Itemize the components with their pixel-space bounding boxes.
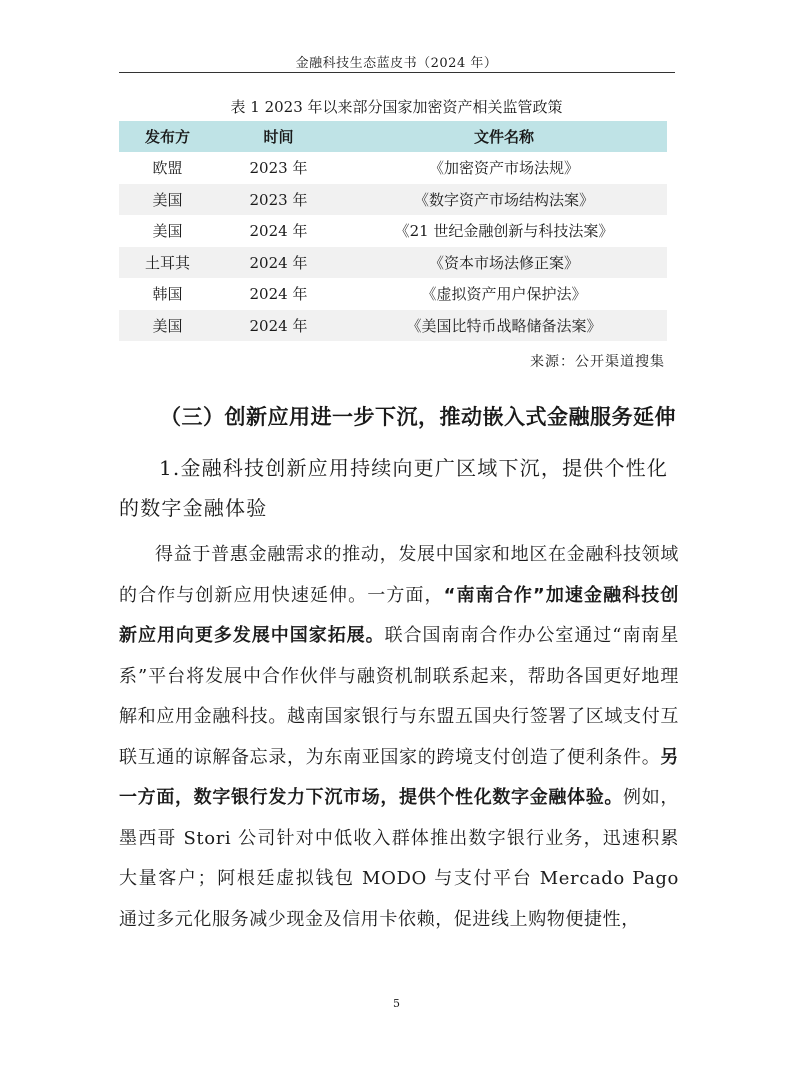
cell-time: 2024 年 bbox=[216, 310, 341, 342]
sub-heading-line-2: 的数字金融体验 bbox=[119, 496, 268, 520]
header-divider bbox=[119, 72, 675, 73]
page-number: 5 bbox=[393, 997, 400, 1010]
policy-table bbox=[119, 121, 667, 341]
body-bold-segment: “南南合作”加速金融科技创新应用向更多发展中国家拓展。 bbox=[119, 584, 679, 646]
table-header-row bbox=[119, 121, 667, 152]
header-cell-time: 时间 bbox=[216, 121, 341, 152]
body-paragraph bbox=[119, 535, 679, 940]
cell-time: 2023 年 bbox=[216, 152, 341, 184]
cell-issuer: 美国 bbox=[119, 310, 216, 342]
table-row bbox=[119, 215, 667, 247]
cell-document: 《数字资产市场结构法案》 bbox=[341, 184, 667, 216]
table-row bbox=[119, 184, 667, 216]
body-bold-segment: 另一方面，数字银行发力下沉市场，提供个性化数字金融体验。 bbox=[119, 746, 679, 808]
cell-document: 《加密资产市场法规》 bbox=[341, 152, 667, 184]
table-row bbox=[119, 152, 667, 184]
table-row bbox=[119, 247, 667, 279]
table-row bbox=[119, 278, 667, 310]
cell-time: 2024 年 bbox=[216, 278, 341, 310]
cell-time: 2023 年 bbox=[216, 184, 341, 216]
sub-heading bbox=[119, 448, 679, 528]
header-cell-document: 文件名称 bbox=[341, 121, 667, 152]
cell-document: 《美国比特币战略储备法案》 bbox=[341, 310, 667, 342]
cell-document: 《虚拟资产用户保护法》 bbox=[341, 278, 667, 310]
body-text-segment: 联合国南南合作办公室通过“南南星系”平台将发展中合作伙伴与融资机制联系起来，帮助各国更好地理解和应用金融科技。越南国家银行与东盟五国央行签署了区域支付互联互通的谅解备忘录，为东南亚国家的跨境支付创造了便利条件。 bbox=[119, 625, 679, 768]
cell-issuer: 韩国 bbox=[119, 278, 216, 310]
table-source-note: 来源：公开渠道搜集 bbox=[530, 354, 665, 370]
table-row bbox=[119, 310, 667, 342]
body-text-segment: 得益于普惠金融需求的推动，发展中国家和地区在金融科技领域的合作与创新应用快速延伸。一方面， bbox=[119, 544, 679, 606]
cell-time: 2024 年 bbox=[216, 215, 341, 247]
cell-document: 《资本市场法修正案》 bbox=[341, 247, 667, 279]
section-heading: （三）创新应用进一步下沉，推动嵌入式金融服务延伸 bbox=[160, 404, 676, 429]
cell-document: 《21 世纪金融创新与科技法案》 bbox=[341, 215, 667, 247]
body-text-segment: 例如，墨西哥 Stori 公司针对中低收入群体推出数字银行业务，迅速积累大量客户；阿根廷虚拟钱包 MODO 与支付平台 Mercado Pago 通过多元化服务减少现金及信用卡依赖，促进线上购物便捷性， bbox=[119, 787, 679, 930]
cell-issuer: 欧盟 bbox=[119, 152, 216, 184]
cell-issuer: 土耳其 bbox=[119, 247, 216, 279]
table-caption: 表 1 2023 年以来部分国家加密资产相关监管政策 bbox=[230, 98, 563, 116]
cell-time: 2024 年 bbox=[216, 247, 341, 279]
cell-issuer: 美国 bbox=[119, 215, 216, 247]
running-header: 金融科技生态蓝皮书（2024 年） bbox=[295, 56, 498, 71]
cell-issuer: 美国 bbox=[119, 184, 216, 216]
header-cell-issuer: 发布方 bbox=[119, 121, 216, 152]
sub-heading-line-1: 1.金融科技创新应用持续向更广区域下沉，提供个性化 bbox=[159, 456, 669, 480]
